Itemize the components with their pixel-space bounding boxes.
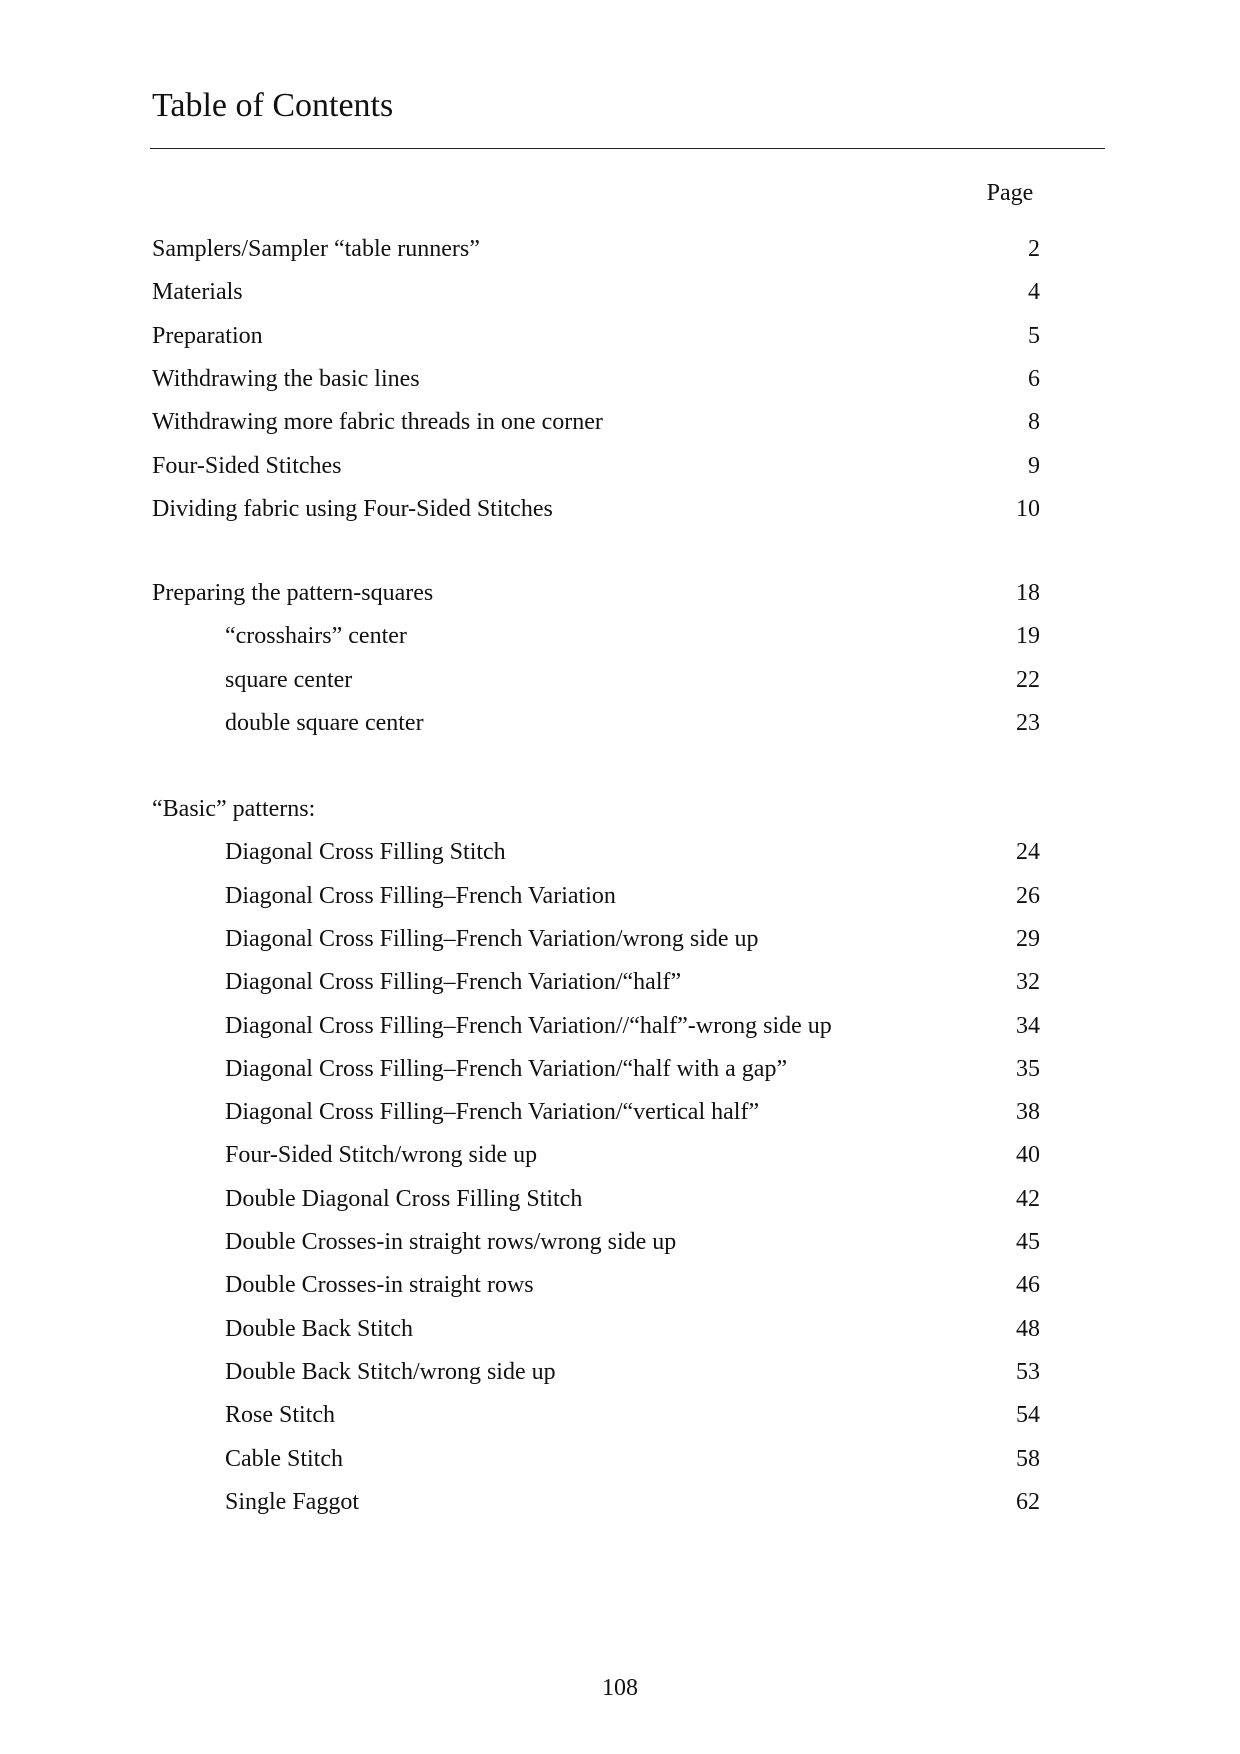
toc-entry xyxy=(0,1009,1240,1043)
toc-entry-page: 53 xyxy=(1016,1358,1040,1385)
toc-entry xyxy=(0,1485,1240,1519)
toc-entry-title: Four-Sided Stitch/wrong side up xyxy=(225,1142,538,1169)
toc-entry-title: Rose Stitch xyxy=(225,1402,336,1429)
toc-entry-page: 4 xyxy=(1028,279,1040,306)
toc-entry xyxy=(0,319,1240,353)
toc-entry-title: Preparing the pattern-squares xyxy=(152,580,434,606)
toc-entry-page: 54 xyxy=(1016,1402,1040,1429)
toc-entry-title: Materials xyxy=(152,279,243,306)
toc-entry-page: 48 xyxy=(1016,1315,1040,1342)
toc-entry xyxy=(0,1398,1240,1432)
toc-entry-title: Withdrawing the basic lines xyxy=(152,365,420,392)
toc-entry xyxy=(0,1442,1240,1476)
toc-entry xyxy=(0,275,1240,309)
toc-entry-page: 6 xyxy=(1028,365,1040,392)
toc-entry-title: Samplers/Sampler “table runners” xyxy=(152,236,480,262)
toc-entry xyxy=(0,1355,1240,1389)
title-rule xyxy=(150,148,1105,149)
toc-entry-page: 45 xyxy=(1016,1229,1040,1255)
toc-entry-page: 34 xyxy=(1016,1012,1040,1039)
toc-entry-title: double square center xyxy=(225,709,424,736)
toc-entry xyxy=(0,835,1240,869)
toc-entry-title: Double Crosses-in straight rows/wrong side up xyxy=(225,1229,677,1255)
toc-entry-page: 9 xyxy=(1028,452,1040,479)
toc-entry-page: 42 xyxy=(1016,1185,1040,1212)
toc-entry-title: Four-Sided Stitches xyxy=(152,452,342,479)
toc-entry xyxy=(0,1052,1240,1086)
toc-entry xyxy=(0,1095,1240,1129)
toc-entry xyxy=(0,1182,1240,1216)
toc-entry-title: Double Diagonal Cross Filling Stitch xyxy=(225,1185,583,1212)
toc-entry xyxy=(0,1268,1240,1302)
toc-entry xyxy=(0,1312,1240,1346)
toc-entry xyxy=(0,879,1240,913)
toc-entry xyxy=(0,449,1240,483)
section-heading: “Basic” patterns: xyxy=(152,796,316,822)
toc-entry-page: 19 xyxy=(1016,623,1040,650)
toc-entry-page: 46 xyxy=(1016,1272,1040,1299)
toc-entry-title: Withdrawing more fabric threads in one corner xyxy=(152,409,603,436)
toc-entry-page: 22 xyxy=(1016,666,1040,693)
toc-entry xyxy=(0,922,1240,956)
page-title: Table of Contents xyxy=(152,87,394,124)
toc-entry-page: 35 xyxy=(1016,1055,1040,1082)
toc-entry-title: Preparation xyxy=(152,322,263,349)
toc-entry-title: Diagonal Cross Filling–French Variation/wrong side up xyxy=(225,925,759,952)
toc-entry-page: 23 xyxy=(1016,709,1040,736)
toc-entry-page: 24 xyxy=(1016,839,1040,866)
toc-entry-page: 58 xyxy=(1016,1445,1040,1472)
toc-entry-title: Cable Stitch xyxy=(225,1445,343,1472)
toc-entry-title: Dividing fabric using Four-Sided Stitches xyxy=(152,495,553,522)
toc-entry xyxy=(0,362,1240,396)
toc-entry xyxy=(0,619,1240,653)
toc-entry xyxy=(0,492,1240,526)
toc-entry-page: 8 xyxy=(1028,409,1040,436)
toc-entry-title: square center xyxy=(225,666,353,693)
toc-entry-page: 5 xyxy=(1028,322,1040,349)
toc-entry xyxy=(0,405,1240,439)
toc-entry xyxy=(0,965,1240,999)
toc-entry-title: Diagonal Cross Filling–French Variation/“half” xyxy=(225,969,682,996)
toc-entry xyxy=(0,706,1240,740)
toc-entry xyxy=(0,1138,1240,1172)
page-number: 108 xyxy=(602,1675,638,1701)
toc-entry-title: Double Crosses-in straight rows xyxy=(225,1272,534,1299)
toc-entry-page: 38 xyxy=(1016,1099,1040,1126)
toc-entry xyxy=(0,1225,1240,1259)
toc-entry xyxy=(0,576,1240,610)
toc-entry-title: Diagonal Cross Filling Stitch xyxy=(225,839,506,866)
toc-entry-page: 29 xyxy=(1016,925,1040,952)
toc-entry-title: Diagonal Cross Filling–French Variation/“half with a gap” xyxy=(225,1055,788,1082)
toc-entry-page: 2 xyxy=(1028,236,1040,262)
toc-entry-page: 26 xyxy=(1016,882,1040,909)
toc-entry-page: 32 xyxy=(1016,969,1040,996)
toc-entry-title: Diagonal Cross Filling–French Variation//“half”-wrong side up xyxy=(225,1012,832,1039)
toc-entry-title: Diagonal Cross Filling–French Variation/“vertical half” xyxy=(225,1099,760,1126)
toc-entry-page: 10 xyxy=(1016,495,1040,522)
toc-entry-title: Single Faggot xyxy=(225,1488,360,1515)
toc-entry xyxy=(0,663,1240,697)
toc-entry-title: Diagonal Cross Filling–French Variation xyxy=(225,882,616,909)
page-column-label: Page xyxy=(986,180,1034,206)
toc-entry-title: Double Back Stitch xyxy=(225,1315,413,1342)
toc-entry-title: Double Back Stitch/wrong side up xyxy=(225,1358,556,1385)
toc-entry xyxy=(0,232,1240,266)
toc-entry-page: 62 xyxy=(1016,1488,1040,1515)
toc-entry-title: “crosshairs” center xyxy=(225,623,407,650)
toc-entry-page: 18 xyxy=(1016,580,1040,606)
toc-entry-page: 40 xyxy=(1016,1142,1040,1169)
